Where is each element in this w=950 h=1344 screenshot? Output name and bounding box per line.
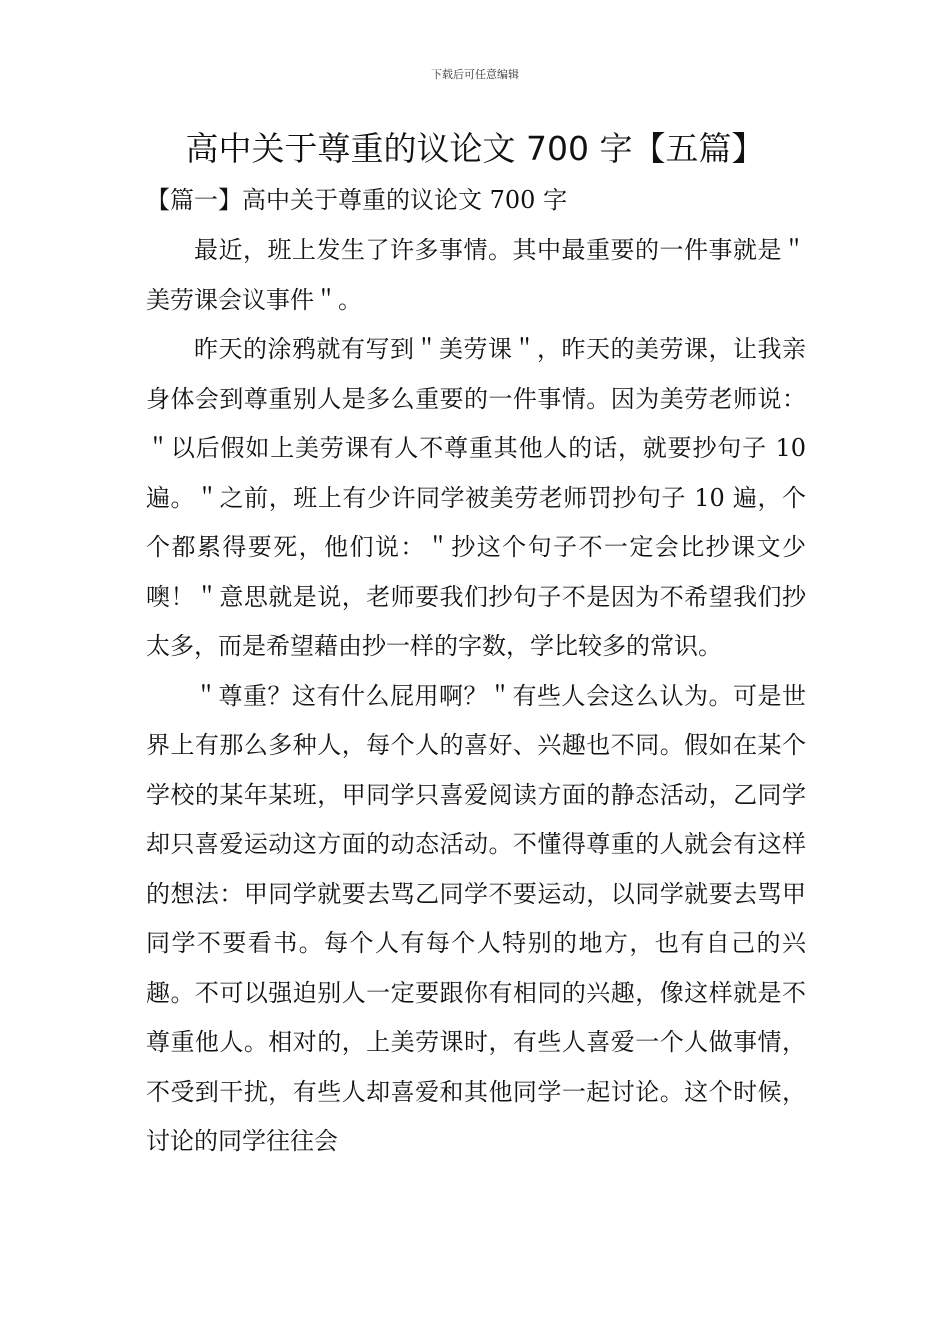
paragraph: 昨天的涂鸦就有写到＂美劳课＂，昨天的美劳课，让我亲身体会到尊重别人是多么重要的一件事情。因为美劳老师说：＂以后假如上美劳课有人不尊重其他人的话，就要抄句子 10 遍。＂之前，班上有少许同学被美劳老师罚抄句子 10 遍，个个都累得要死，他们说：＂抄这个句子不一定会比抄课文少噢！＂意思就是说，老师要我们抄句子不是因为不希望我们抄太多，而是希望藉由抄一样的字数，学比较多的常识。 [146, 335, 806, 660]
document-title: 高中关于尊重的议论文 700 字【五篇】 [185, 129, 765, 168]
header-note: 下载后可任意编辑 [431, 68, 519, 81]
section-heading: 【篇一】高中关于尊重的议论文 700 字 [146, 186, 568, 214]
paragraph: ＂尊重？这有什么屁用啊？＂有些人会这么认为。可是世界上有那么多种人，每个人的喜好、兴趣也不同。假如在某个学校的某年某班，甲同学只喜爱阅读方面的静态活动，乙同学却只喜爱运动这方面的动态活动。不懂得尊重的人就会有这样的想法：甲同学就要去骂乙同学不要运动，以同学就要去骂甲同学不要看书。每个人有每个人特别的地方，也有自己的兴趣。不可以强迫别人一定要跟你有相同的兴趣，像这样就是不尊重他人。相对的，上美劳课时，有些人喜爱一个人做事情，不受到干扰，有些人却喜爱和其他同学一起讨论。这个时候，讨论的同学往往会 [146, 681, 806, 1155]
paragraph: 最近，班上发生了许多事情。其中最重要的一件事就是＂美劳课会议事件＂。 [146, 236, 806, 314]
body-text [146, 226, 806, 1167]
